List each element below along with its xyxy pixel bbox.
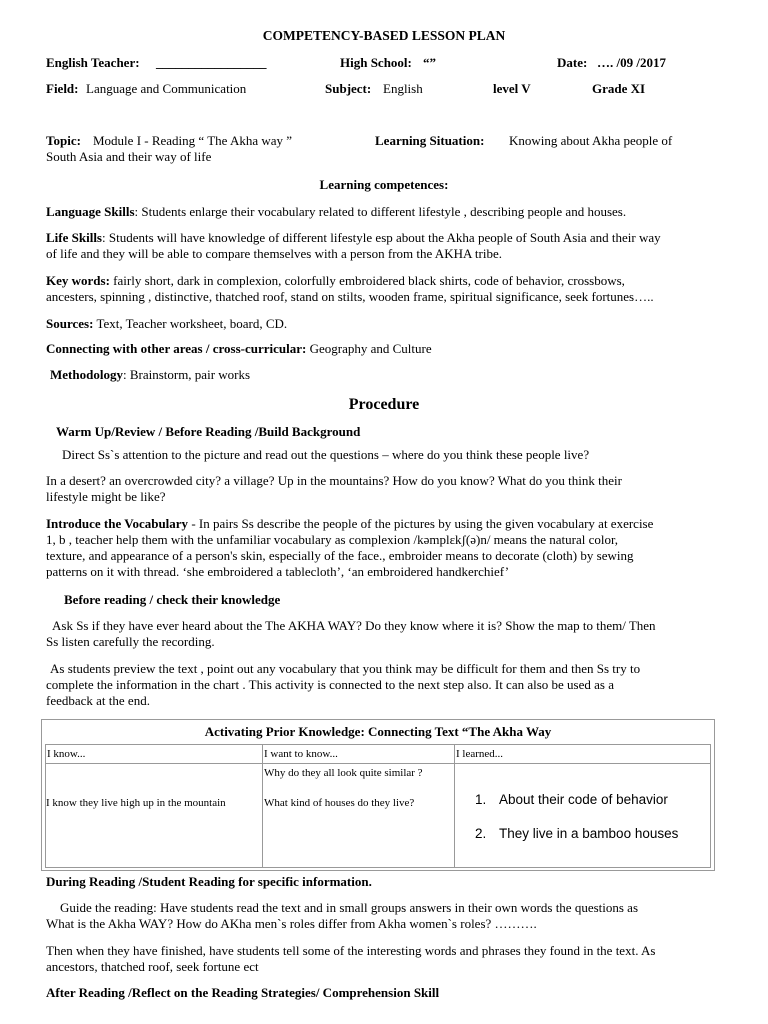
warm-up-questions-1: In a desert? an overcrowded city? a village? Up in the mountains? How do you know? What do you think their [46, 473, 622, 488]
vocabulary-line-4: patterns on it with thread. ‘she embroidered a tablecloth’, ‘an embroidered handkerchief’ [46, 564, 510, 579]
topic-label: Topic: [46, 133, 81, 148]
kwl-header-know: I know... [46, 745, 263, 764]
procedure-heading: Procedure [348, 396, 420, 413]
learning-situation-label: Learning Situation: [375, 133, 485, 148]
kwl-want-question-2: What kind of houses do they live? [264, 797, 415, 809]
during-reading-heading: During Reading /Student Reading for specific information. [46, 874, 372, 889]
before-reading-heading: Before reading / check their knowledge [64, 592, 281, 607]
subject-label: Subject: [325, 81, 372, 96]
language-skills-label: Language Skills [46, 204, 135, 219]
kwl-learned-text-2: They live in a bamboo houses [499, 826, 679, 841]
teacher-value: _________________ [156, 55, 267, 70]
cross-curricular [46, 341, 432, 357]
key-words-line-1: fairly short, dark in complexion, colorfully embroidered black shirts, code of behavior, crossbows, [109, 273, 625, 288]
vocabulary-paragraph [46, 516, 653, 532]
methodology-label: Methodology [50, 367, 123, 382]
kwl-know-text: I know they live high up in the mountain [46, 797, 226, 809]
sources-label: Sources: [46, 316, 94, 331]
during-reading-line-1: Guide the reading: Have students read the text and in small groups answers in their own words the questions as [60, 900, 639, 915]
kwl-want-cell [263, 764, 455, 867]
topic-value: Module I - Reading “ The Akha way ” [93, 133, 293, 148]
kwl-learned-text-1: About their code of behavior [499, 792, 668, 807]
key-words-line-2: ancesters, spinning , distinctive, thatched roof, stand on stilts, wooden frame, spiritual significance, seek fortunes….. [46, 289, 654, 304]
warm-up-line-1: Direct Ss`s attention to the picture and read out the questions – where do you think these people live? [62, 447, 590, 462]
vocabulary-line-2: 1, b , teacher help them with the unfamiliar vocabulary as complexion /kəmplɛkʃ(ə)n/ means the natural color, [46, 532, 619, 547]
during-reading-line-2: What is the Akha WAY? How do AKha men`s roles differ from Akha women`s roles? ………. [46, 916, 537, 931]
warm-up-questions-2: lifestyle might be like? [46, 489, 166, 504]
kwl-learned-item-2 [475, 826, 679, 842]
kwl-learned-num-2: 2. [475, 826, 487, 841]
cross-curricular-label: Connecting with other areas / cross-curricular: [46, 341, 307, 356]
life-skills-label: Life Skills [46, 230, 102, 245]
school-value: “” [423, 55, 436, 70]
kwl-learned-cell [455, 764, 710, 867]
before-reading-p2-line-2: complete the information in the chart . This activity is connected to the next step also. It can also be used as a [46, 677, 614, 692]
kwl-know-cell [46, 764, 263, 867]
vocabulary-line-1: - In pairs Ss describe the people of the pictures by using the given vocabulary at exercise [188, 516, 654, 531]
document-title: COMPETENCY-BASED LESSON PLAN [262, 28, 506, 43]
cross-curricular-text: Geography and Culture [306, 341, 432, 356]
life-skills-line-2: of life and they will be able to compare themselves with a person from the AKHA tribe. [46, 246, 502, 261]
language-skills-text: : Students enlarge their vocabulary related to different lifestyle , describing people and houses. [134, 204, 627, 219]
kwl-table-caption: Activating Prior Knowledge: Connecting Text “The Akha Way [204, 724, 552, 739]
learning-situation-continued: South Asia and their way of life [46, 149, 212, 164]
competences-heading: Learning competences: [319, 177, 449, 192]
sources-text: Text, Teacher worksheet, board, CD. [93, 316, 288, 331]
vocabulary-line-3: texture, and appearance of a person's skin, especially of the face., embroider means to decorate (cloth) by sewing [46, 548, 634, 563]
during-reading-line-3: Then when they have finished, have students tell some of the interesting words and phrases they found in the text. As [46, 943, 656, 958]
kwl-want-question-1: Why do they all look quite similar ? [264, 767, 423, 779]
learning-situation-value: Knowing about Akha people of [509, 133, 673, 148]
sources [46, 316, 287, 332]
methodology [50, 367, 250, 383]
before-reading-p1-line-2: Ss listen carefully the recording. [46, 634, 215, 649]
key-words [46, 273, 625, 289]
school-label: High School: [340, 55, 412, 70]
subject-value: English [383, 81, 423, 96]
kwl-header-want: I want to know... [263, 745, 455, 764]
warm-up-heading: Warm Up/Review / Before Reading /Build Background [56, 424, 361, 439]
vocabulary-label: Introduce the Vocabulary [46, 516, 189, 531]
date-value: …. /09 /2017 [597, 55, 666, 70]
kwl-learned-num-1: 1. [475, 792, 487, 807]
kwl-learned-item-1 [475, 792, 668, 808]
methodology-text: : Brainstorm, pair works [122, 367, 251, 382]
before-reading-p1-line-1: Ask Ss if they have ever heard about the The AKHA WAY? Do they know where it is? Show the map to them/ Then [52, 618, 656, 633]
during-reading-line-4: ancestors, thatched roof, seek fortune ect [46, 959, 259, 974]
before-reading-p2-line-1: As students preview the text , point out any vocabulary that you think may be difficult for them and then Ss try to [50, 661, 641, 676]
before-reading-p2-line-3: feedback at the end. [46, 693, 150, 708]
teacher-label: English Teacher: [46, 55, 140, 70]
field-label: Field: [46, 81, 79, 96]
level-value: level V [493, 81, 531, 96]
key-words-label: Key words: [46, 273, 110, 288]
grade-value: Grade XI [592, 81, 646, 96]
language-skills [46, 204, 626, 220]
after-reading-heading: After Reading /Reflect on the Reading Strategies/ Comprehension Skill [46, 985, 440, 1000]
date-label: Date: [557, 55, 588, 70]
kwl-header-learned: I learned... [455, 745, 710, 764]
life-skills [46, 230, 661, 246]
field-value: Language and Communication [86, 81, 247, 96]
life-skills-line-1: : Students will have knowledge of different lifestyle esp about the Akha people of South Asia and their way [102, 230, 661, 245]
